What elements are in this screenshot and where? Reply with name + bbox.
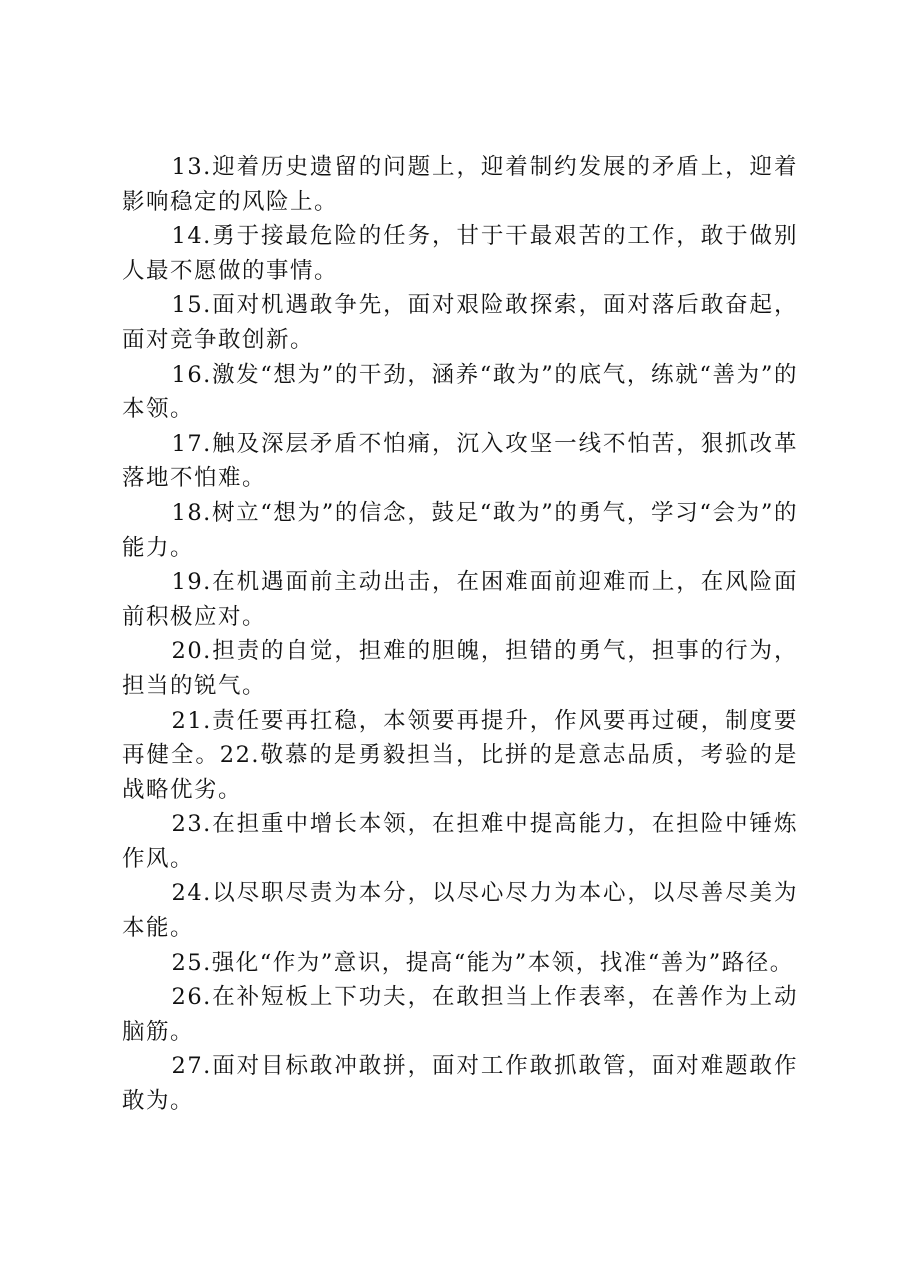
paragraph-13: 13.迎着历史遗留的问题上，迎着制约发展的矛盾上，迎着影响稳定的风险上。 — [122, 154, 798, 215]
paragraph-23: 23.在担重中增长本领，在担难中提高能力，在担险中锤炼作风。 — [122, 811, 798, 872]
paragraph-16: 16.激发“想为”的干劲，涵养“敢为”的底气，练就“善为”的本领。 — [122, 361, 798, 423]
paragraph-19: 19.在机遇面前主动出击，在困难面前迎难而上，在风险面前积极应对。 — [122, 569, 798, 630]
paragraph-20: 20.担责的自觉，担难的胆魄，担错的勇气，担事的行为，担当的锐气。 — [122, 638, 798, 699]
paragraph-21-22: 21.责任要再扛稳，本领要再提升，作风要再过硬，制度要再健全。22.敬慕的是勇毅担当，比拼的是意志品质，考验的是战略优劣。 — [122, 707, 798, 803]
paragraph-18: 18.树立“想为”的信念，鼓足“敢为”的勇气，学习“会为”的能力。 — [122, 499, 798, 561]
paragraph-17: 17.触及深层矛盾不怕痛，沉入攻坚一线不怕苦，狠抓改革落地不怕难。 — [122, 430, 798, 492]
paragraph-24: 24.以尽职尽责为本分，以尽心尽力为本心，以尽善尽美为本能。 — [122, 880, 798, 942]
paragraph-25: 25.强化“作为”意识，提高“能为”本领，找准“善为”路径。 — [171, 949, 794, 976]
paragraph-26: 26.在补短板上下功夫，在敢担当上作表率，在善作为上动脑筋。 — [122, 984, 798, 1045]
paragraph-27: 27.面对目标敢冲敢拼，面对工作敢抓敢管，面对难题敢作敢为。 — [122, 1053, 798, 1115]
paragraph-14: 14.勇于接最危险的任务，甘于干最艰苦的工作，敢于做别人最不愿做的事情。 — [122, 223, 798, 284]
paragraph-15: 15.面对机遇敢争先，面对艰险敢探索，面对落后敢奋起，面对竞争敢创新。 — [122, 292, 798, 353]
document-body — [122, 150, 798, 1119]
